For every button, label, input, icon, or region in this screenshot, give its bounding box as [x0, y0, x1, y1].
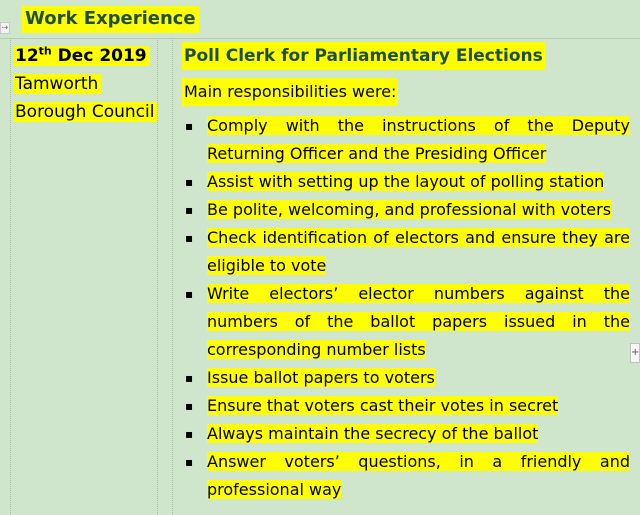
list-item: [182, 224, 630, 280]
responsibilities-intro: Main responsibilities were:: [182, 78, 398, 106]
date-day: 12: [15, 46, 39, 66]
list-item-text: Answer voters’ questions, in a friendly and professional way: [207, 452, 630, 499]
list-item: [182, 280, 630, 364]
date-suffix: th: [38, 44, 52, 58]
bullet-icon: ▪: [185, 175, 194, 189]
bullet-icon: ▪: [185, 399, 194, 413]
date-org-cell: [14, 42, 164, 126]
list-item-text: Comply with the instructions of the Deputy Returning Officer and the Presiding Officer: [207, 116, 630, 163]
list-item: [182, 420, 630, 448]
section-heading: Work Experience: [22, 6, 199, 33]
list-item-text: Check identification of electors and ensure they are eligible to vote: [207, 228, 630, 275]
role-details-cell: [182, 42, 630, 504]
table-move-handle-icon[interactable]: ⇢: [1, 23, 9, 32]
table-border-left: [10, 38, 11, 515]
list-item-text: Write electors’ elector numbers against the numbers of the ballot papers issued in the corresponding number lists: [207, 284, 630, 359]
bullet-icon: ▪: [185, 203, 194, 217]
list-item-text: Be polite, welcoming, and professional with voters: [207, 200, 612, 219]
bullet-icon: ▪: [185, 427, 194, 441]
date-month-year: Dec 2019: [51, 46, 147, 66]
role-title: Poll Clerk for Parliamentary Elections: [182, 42, 545, 70]
table-column-divider-inner: [172, 38, 173, 515]
org-line-2: Borough Council: [14, 98, 164, 126]
section-heading-row: [0, 0, 640, 39]
list-item-text: Assist with setting up the layout of polling station: [207, 172, 605, 191]
bullet-icon: ▪: [185, 371, 194, 385]
list-item-text: Ensure that voters cast their votes in secret: [207, 396, 559, 415]
list-item: [182, 196, 630, 224]
org-line-1: Tamworth: [14, 70, 164, 98]
list-item: [182, 392, 630, 420]
bullet-icon: ▪: [185, 455, 194, 469]
list-item-text: Always maintain the secrecy of the ballot: [207, 424, 539, 443]
list-item: [182, 168, 630, 196]
list-item-text: Issue ballot papers to voters: [207, 368, 435, 387]
add-row-icon[interactable]: +: [630, 343, 640, 363]
bullet-icon: ▪: [185, 287, 194, 301]
list-item: [182, 448, 630, 504]
bullet-icon: ▪: [185, 119, 194, 133]
list-item: [182, 364, 630, 392]
date-line: [14, 42, 164, 70]
responsibilities-list: [182, 112, 630, 504]
bullet-icon: ▪: [185, 231, 194, 245]
list-item: [182, 112, 630, 168]
